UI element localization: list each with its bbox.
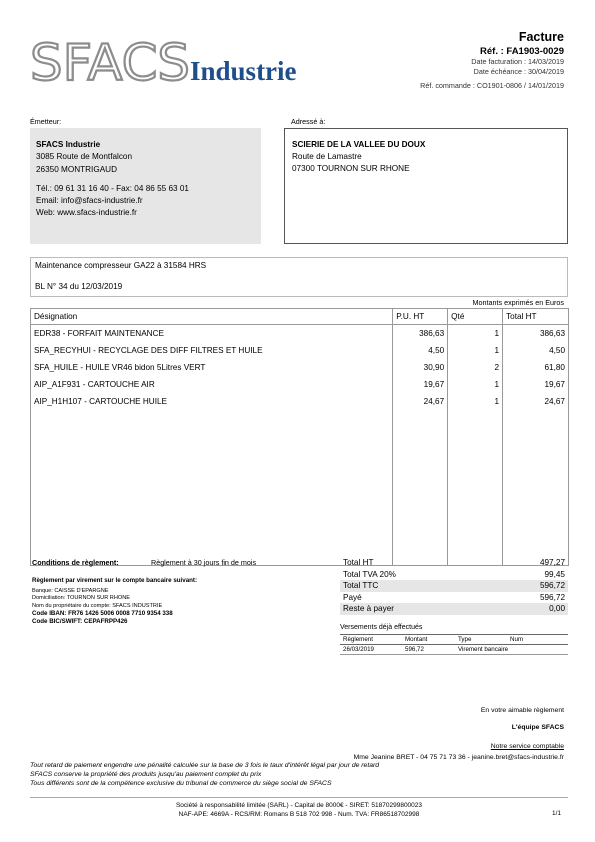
table-row [31,393,569,410]
payments-col-type: Type [458,636,472,643]
emitter-address2: 26350 MONTRIGAUD [36,164,117,174]
footer-line1: Société à responsabilité limitée (SARL) - Capital de 8000€ - SIRET: 51870299800023 [175,802,423,809]
invoice-reference: Réf. : FA1903-0029 [480,46,564,57]
closing-service: Notre service comptable [490,743,564,750]
addressee-address2: 07300 TOURNON SUR RHONE [292,164,410,173]
cell-total: 386,63 [503,325,569,343]
page-number: 1/1 [551,810,561,817]
total-value: 0,00 [549,604,565,613]
account-owner: Nom du propriétaire du compte: SFACS INDUSTRIE [32,602,163,609]
total-label: Total TTC [343,581,379,590]
logo-mark: SFACS [30,34,190,92]
payments-col-amount: Montant [405,636,428,643]
emitter-name: SFACS Industrie [36,140,101,149]
col-total: Total HT [503,309,569,325]
table-filler-row [31,410,569,566]
legal-line3: Tous différents sont de la compétence exclusive du tribunal de commerce du siège social de SFACS [30,780,332,788]
totals-box [340,557,568,615]
payment-type: Virement bancaire [458,646,509,653]
legal-line1: Tout retard de paiement engendre une pénalité calculée sur la base de 3 fois le taux d'intérêt légal par jour de retard [30,762,380,769]
emitter-email: Email: info@sfacs-industrie.fr [36,196,143,206]
total-ht-row [340,557,568,569]
col-designation: Désignation [31,309,393,325]
addressee-label: Adressé à: [291,117,326,126]
total-label: Total TVA 20% [343,569,396,579]
emitter-box [30,128,261,244]
emitter-web: Web: www.sfacs-industrie.fr [36,208,137,218]
table-row [31,359,569,376]
paid-row [340,592,568,604]
table-row [31,376,569,393]
cell-unit-price: 386,63 [393,325,448,343]
footer-line2: NAF-APE: 4669A - RCS/RM: Romans B 518 702 998 - Num. TVA: FR86518702998 [178,811,420,818]
cell-total: 24,67 [503,393,569,410]
bank-domiciliation: Domiciliation: TOURNON SUR RHONE [32,595,131,602]
col-qty: Qté [448,309,503,325]
payment-conditions [32,558,256,626]
items-table [30,308,569,566]
total-label: Total HT [343,558,374,567]
cell-designation: AIP_A1F931 - CARTOUCHE AIR [31,376,393,393]
note-line2: BL N° 34 du 12/03/2019 [35,282,123,291]
cell-designation: EDR38 - FORFAIT MAINTENANCE [31,325,393,343]
addressee-box [284,128,568,244]
invoice-title: Facture [518,30,564,44]
total-value: 497,27 [539,558,565,567]
col-unit-price: P.U. HT [393,309,448,325]
note-line1: Maintenance compresseur GA22 à 31584 HRS [35,261,207,270]
invoice-note [30,257,568,297]
cell-total: 4,50 [503,342,569,359]
closing-block [354,702,564,762]
table-row [31,342,569,359]
payments-row [340,645,568,655]
table-header-row [31,309,569,325]
cell-qty: 1 [448,393,503,410]
total-tva-row [340,569,568,581]
total-label: Reste à payer [343,604,394,613]
logo-word: Industrie [190,56,297,86]
payments-col-settlement: Règlement [343,636,373,643]
cell-designation: AIP_H1H107 - CARTOUCHE HUILE [31,393,393,410]
total-ttc-row [340,580,568,592]
iban: Code IBAN: FR76 1426 5006 0008 7710 9354 338 [32,609,173,617]
total-label: Payé [343,592,362,602]
payments-title: Versements déjà effectués [340,624,423,631]
cell-total: 61,80 [503,359,569,376]
cell-unit-price: 19,67 [393,376,448,393]
closing-team: L'équipe SFACS [511,724,564,731]
table-row [31,325,569,343]
page-footer [30,797,568,819]
cell-qty: 1 [448,325,503,343]
emitter-phone: Tél.: 09 61 31 16 40 - Fax: 04 86 55 63 01 [36,183,189,193]
payment-date: 26/03/2019 [343,646,374,653]
order-reference: Réf. commande : CO1901-0806 / 14/01/2019 [420,81,564,90]
legal-line2: SFACS conserve la propriété des produits jusqu'au paiement complet du prix [30,771,262,779]
emitter-label: Émetteur: [30,117,62,126]
addressee-address1: Route de Lamastre [292,152,362,161]
legal-notice [30,761,379,789]
invoice-header [420,30,564,90]
cell-qty: 1 [448,342,503,359]
payments-col-num: Num [510,636,524,643]
emitter-address1: 3085 Route de Montfalcon [36,152,133,162]
remaining-row [340,603,568,615]
cell-qty: 1 [448,376,503,393]
cell-unit-price: 4,50 [393,342,448,359]
bank-name: Banque: CAISSE D'EPARGNE [32,588,109,594]
cell-designation: SFA_HUILE - HUILE VR46 bidon 5Litres VERT [31,359,393,376]
total-value: 596,72 [539,592,565,602]
conditions-label: Conditions de règlement: [32,558,119,567]
addressee-name: SCIERIE DE LA VALLEE DU DOUX [292,140,426,149]
payments-header [340,634,568,645]
cell-total: 19,67 [503,376,569,393]
cell-unit-price: 30,90 [393,359,448,376]
total-value: 99,45 [544,569,565,579]
invoice-date: Date facturation : 14/03/2019 [471,57,564,66]
closing-contact: Mme Jeanine BRET - 04 75 71 73 36 - jeanine.bret@sfacs-industrie.fr [353,754,564,761]
payments-table [340,624,568,655]
total-value: 596,72 [539,581,565,590]
payment-num [510,646,560,653]
cell-qty: 2 [448,359,503,376]
conditions-value: Règlement à 30 jours fin de mois [151,558,257,567]
cell-unit-price: 24,67 [393,393,448,410]
cell-designation: SFA_RECYHUI - RECYCLAGE DES DIFF FILTRES ET HUILE [31,342,393,359]
due-date: Date échéance : 30/04/2019 [473,67,564,76]
company-logo [30,32,315,92]
currency-note: Montants exprimés en Euros [472,298,564,307]
payment-amount: 596,72 [405,646,424,653]
bic: Code BIC/SWIFT: CEPAFRPP426 [32,617,128,625]
transfer-title: Règlement par virement sur le compte bancaire suivant: [32,577,198,584]
closing-greeting: En votre aimable règlement [480,707,564,714]
